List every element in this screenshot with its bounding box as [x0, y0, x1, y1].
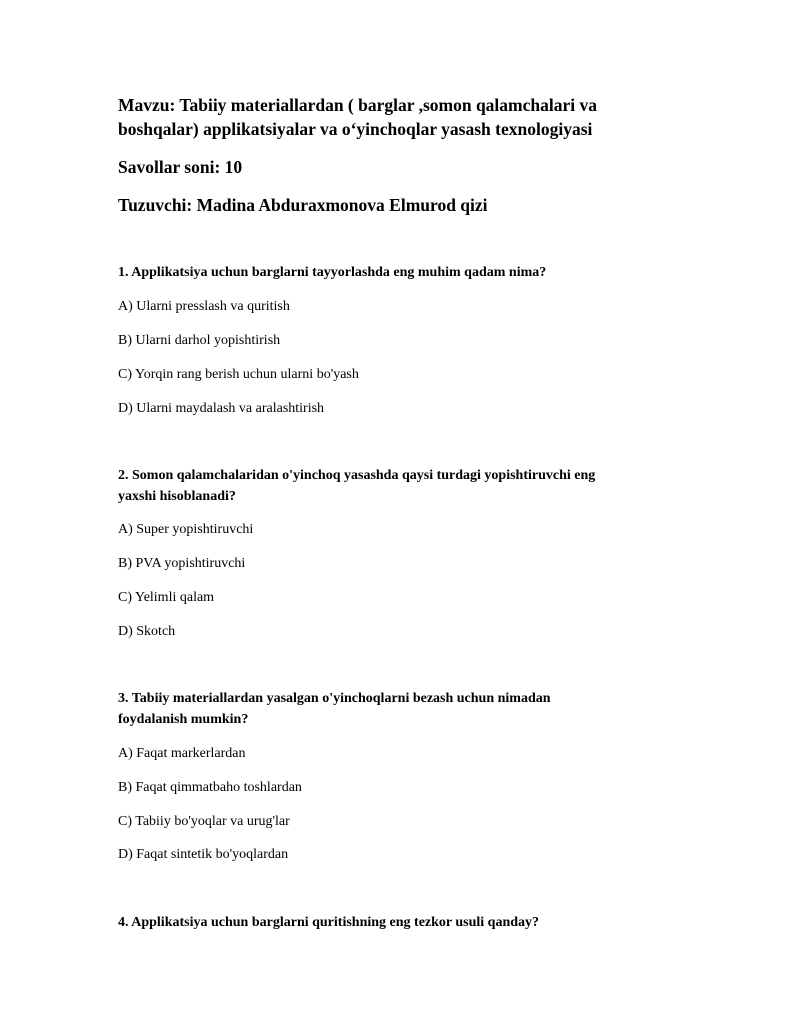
question-count: Savollar soni: 10	[118, 157, 243, 177]
question-2-option-a: A) Super yopishtiruvchi	[118, 522, 254, 537]
question-4-title: 4. Applikatsiya uchun barglarni quritishning eng tezkor usuli qanday?	[118, 915, 540, 930]
question-1-option-a: A) Ularni presslash va quritish	[118, 299, 290, 314]
question-3-option-a: A) Faqat markerlardan	[118, 746, 246, 761]
question-2-option-d: D) Skotch	[118, 624, 176, 639]
question-3-option-d: D) Faqat sintetik bo'yoqlardan	[118, 847, 289, 862]
topic-line-1: Mavzu: Tabiiy materiallardan ( barglar ,somon qalamchalari va	[118, 95, 597, 115]
question-3-option-c: C) Tabiiy bo'yoqlar va urug'lar	[118, 814, 290, 829]
question-2-title-line-2: yaxshi hisoblanadi?	[118, 489, 236, 504]
question-1-option-d: D) Ularni maydalash va aralashtirish	[118, 401, 325, 416]
question-1-title: 1. Applikatsiya uchun barglarni tayyorlashda eng muhim qadam nima?	[118, 265, 547, 280]
question-2-title-line-1: 2. Somon qalamchalaridan o'yinchoq yasashda qaysi turdagi yopishtiruvchi eng	[118, 468, 596, 483]
question-2-option-c: C) Yelimli qalam	[118, 590, 215, 605]
author: Tuzuvchi: Madina Abduraxmonova Elmurod qizi	[118, 195, 488, 215]
question-1-option-b: B) Ularni darhol yopishtirish	[118, 333, 281, 348]
topic-line-2: boshqalar) applikatsiyalar va o‘yinchoqlar yasash texnologiyasi	[118, 119, 593, 139]
question-1-option-c: C) Yorqin rang berish uchun ularni bo'yash	[118, 367, 359, 382]
question-2-option-b: B) PVA yopishtiruvchi	[118, 556, 246, 571]
question-3-title-line-2: foydalanish mumkin?	[118, 712, 249, 727]
question-3-option-b: B) Faqat qimmatbaho toshlardan	[118, 780, 302, 795]
question-3-title-line-1: 3. Tabiiy materiallardan yasalgan o'yinchoqlarni bezash uchun nimadan	[118, 691, 551, 706]
